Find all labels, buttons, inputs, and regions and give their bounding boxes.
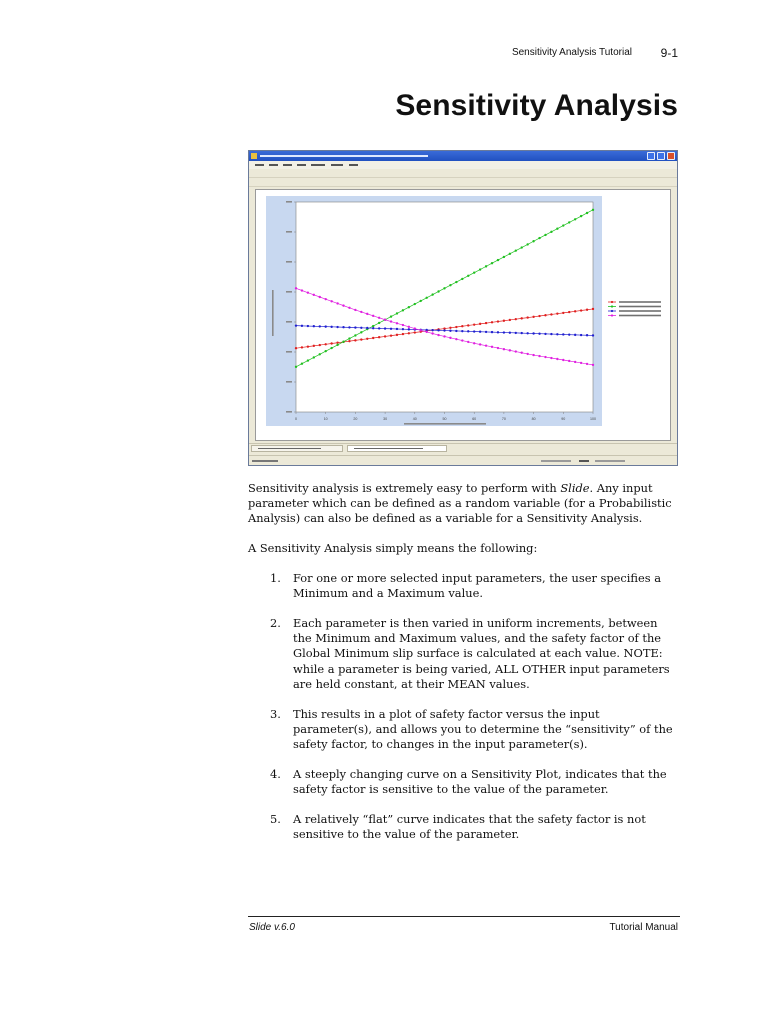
series-point — [574, 334, 576, 336]
series-point — [574, 310, 576, 312]
series-point — [580, 334, 582, 336]
series-point — [372, 337, 374, 339]
series-point — [390, 320, 392, 322]
footer-product: Slide v.6.0 — [249, 922, 295, 933]
application-icon — [251, 153, 257, 159]
series-point — [550, 333, 552, 335]
series-point — [497, 331, 499, 333]
series-point — [449, 327, 451, 329]
series-point — [336, 326, 338, 328]
running-header — [0, 46, 768, 62]
series-point — [390, 334, 392, 336]
series-point — [402, 333, 404, 335]
x-tick-label: 50 — [442, 417, 447, 421]
step-text — [293, 616, 685, 692]
series-point — [592, 308, 594, 310]
series-point — [431, 293, 433, 295]
series-point — [414, 327, 416, 329]
status-cell — [541, 460, 571, 462]
series-point — [479, 343, 481, 345]
series-point — [425, 331, 427, 333]
series-point — [449, 330, 451, 332]
step-line: the Minimum and Maximum values, and the safety factor of the — [293, 631, 662, 646]
series-point — [431, 329, 433, 331]
series-point — [556, 358, 558, 360]
series-point — [372, 315, 374, 317]
series-point — [568, 311, 570, 313]
x-tick-label: 80 — [531, 417, 536, 421]
series-point — [479, 323, 481, 325]
series-point — [378, 317, 380, 319]
series-point — [538, 315, 540, 317]
series-point — [592, 334, 594, 336]
series-point — [491, 346, 493, 348]
series-point — [485, 331, 487, 333]
series-point — [455, 281, 457, 283]
series-point — [479, 331, 481, 333]
document-tabs — [249, 443, 677, 453]
series-point — [354, 309, 356, 311]
series-point — [461, 325, 463, 327]
series-point — [360, 331, 362, 333]
series-point — [295, 347, 297, 349]
window-title — [260, 155, 428, 157]
series-point — [521, 332, 523, 334]
series-point — [485, 265, 487, 267]
intro-text: . Any input — [589, 481, 653, 495]
series-point — [526, 332, 528, 334]
series-point — [437, 329, 439, 331]
series-point — [479, 268, 481, 270]
series-point — [515, 350, 517, 352]
intro-line-1 — [248, 481, 680, 496]
series-point — [431, 332, 433, 334]
series-point — [295, 324, 297, 326]
legend-label-3 — [619, 310, 661, 312]
series-point — [515, 318, 517, 320]
series-point — [443, 335, 445, 337]
step-line: For one or more selected input parameters, the user specifies a — [293, 571, 662, 585]
series-point — [467, 324, 469, 326]
series-point — [562, 312, 564, 314]
step-line: A steeply changing curve on a Sensitivity Plot, indicates that the — [293, 767, 667, 781]
series-point — [301, 289, 303, 291]
series-point — [467, 330, 469, 332]
series-point — [348, 337, 350, 339]
series-point — [455, 326, 457, 328]
series-point — [414, 303, 416, 305]
series-point — [580, 309, 582, 311]
series-point — [491, 262, 493, 264]
series-point — [336, 302, 338, 304]
series-point — [521, 352, 523, 354]
legend-label-1 — [619, 301, 661, 303]
series-point — [384, 335, 386, 337]
series-point — [568, 221, 570, 223]
toolbar-secondary — [249, 178, 677, 187]
y-tick-label — [286, 291, 292, 293]
series-point — [485, 344, 487, 346]
step-line: Each parameter is then varied in uniform increments, between — [293, 616, 658, 630]
status-bar — [249, 455, 677, 465]
series-point — [574, 218, 576, 220]
series-point — [544, 333, 546, 335]
series-point — [515, 332, 517, 334]
legend-marker-3 — [611, 310, 613, 312]
series-point — [538, 355, 540, 357]
intro-line-2: parameter which can be defined as a random variable (for a Probabilistic — [248, 496, 672, 511]
series-point — [378, 336, 380, 338]
x-tick-label: 90 — [561, 417, 566, 421]
series-point — [325, 350, 327, 352]
legend-label-4 — [619, 315, 661, 317]
series-point — [491, 321, 493, 323]
series-point — [396, 312, 398, 314]
menu-item — [255, 164, 264, 166]
step-text — [293, 571, 685, 601]
menu-bar — [249, 161, 677, 169]
series-point — [313, 345, 315, 347]
series-point — [437, 290, 439, 292]
status-cell — [579, 460, 589, 462]
menu-item — [269, 164, 278, 166]
step-number: 1. — [270, 571, 281, 585]
step-number: 4. — [270, 767, 281, 781]
series-point — [455, 338, 457, 340]
series-point — [532, 354, 534, 356]
series-point — [455, 330, 457, 332]
step-line: while a parameter is being varied, ALL OTHER input parameters — [293, 661, 670, 676]
y-tick-label — [286, 231, 292, 233]
x-tick-label: 70 — [501, 417, 506, 421]
series-point — [467, 341, 469, 343]
series-point — [390, 315, 392, 317]
series-point — [402, 328, 404, 330]
y-tick-label — [286, 261, 292, 263]
series-point — [526, 316, 528, 318]
series-point — [544, 234, 546, 236]
close-button — [667, 152, 675, 160]
step-line: This results in a plot of safety factor versus the input — [293, 707, 600, 721]
series-point — [301, 363, 303, 365]
minimize-button — [647, 152, 655, 160]
series-point — [443, 329, 445, 331]
series-point — [336, 344, 338, 346]
series-point — [544, 356, 546, 358]
series-point — [330, 326, 332, 328]
series-point — [360, 327, 362, 329]
series-point — [586, 309, 588, 311]
series-point — [325, 343, 327, 345]
toolbar-main — [249, 169, 677, 178]
series-point — [330, 347, 332, 349]
y-tick-label — [286, 381, 292, 383]
maximize-button — [657, 152, 665, 160]
series-point — [532, 316, 534, 318]
series-point — [420, 300, 422, 302]
series-point — [568, 360, 570, 362]
series-point — [437, 334, 439, 336]
series-point — [580, 215, 582, 217]
series-point — [538, 237, 540, 239]
series-point — [295, 287, 297, 289]
step-line: A relatively “flat” curve indicates that the safety factor is not — [293, 812, 646, 826]
intro-line-3: Analysis) can also be defined as a variable for a Sensitivity Analysis. — [248, 511, 643, 526]
legend-marker-2 — [611, 305, 613, 307]
section-title: Sensitivity Analysis Tutorial — [511, 47, 632, 58]
series-point — [354, 334, 356, 336]
sensitivity-plot-view — [255, 189, 671, 441]
series-point — [313, 325, 315, 327]
menu-item — [283, 164, 292, 166]
series-point — [509, 253, 511, 255]
sensitivity-plot — [256, 190, 670, 440]
series-point — [378, 327, 380, 329]
series-point — [420, 329, 422, 331]
series-point — [414, 331, 416, 333]
x-tick-label: 30 — [383, 417, 388, 421]
intro-paragraph — [248, 481, 680, 527]
series-point — [342, 326, 344, 328]
series-point — [396, 322, 398, 324]
series-point — [307, 345, 309, 347]
series-point — [497, 259, 499, 261]
series-point — [556, 333, 558, 335]
series-point — [497, 320, 499, 322]
step-number: 2. — [270, 616, 281, 630]
series-point — [301, 346, 303, 348]
series-point — [586, 363, 588, 365]
series-point — [396, 334, 398, 336]
series-point — [336, 342, 338, 344]
tab-sensitivity-plot — [347, 445, 447, 452]
series-point — [384, 319, 386, 321]
series-point — [325, 298, 327, 300]
series-point — [592, 364, 594, 366]
status-cell — [595, 460, 625, 462]
menu-item — [297, 164, 306, 166]
series-point — [378, 322, 380, 324]
application-screenshot — [248, 150, 678, 466]
series-point — [562, 333, 564, 335]
series-point — [556, 227, 558, 229]
series-point — [330, 342, 332, 344]
series-point — [562, 359, 564, 361]
series-point — [503, 320, 505, 322]
series-point — [467, 275, 469, 277]
series-point — [295, 366, 297, 368]
series-point — [366, 313, 368, 315]
status-text — [252, 460, 278, 462]
series-point — [449, 337, 451, 339]
y-axis-title — [272, 290, 274, 336]
series-point — [319, 353, 321, 355]
step-number: 5. — [270, 812, 281, 826]
tab-interpret-view — [251, 445, 343, 452]
series-point — [586, 334, 588, 336]
series-point — [509, 332, 511, 334]
series-point — [473, 271, 475, 273]
series-point — [372, 327, 374, 329]
legend-marker-1 — [611, 301, 613, 303]
series-point — [425, 297, 427, 299]
menu-item — [331, 164, 343, 166]
series-point — [550, 357, 552, 359]
step-line: safety factor is sensitive to the value of the parameter. — [293, 782, 609, 797]
step-text — [293, 707, 685, 753]
series-point — [568, 333, 570, 335]
window-title-bar — [249, 151, 677, 161]
step-line: parameter(s), and allows you to determine the “sensitivity” of the — [293, 722, 673, 737]
series-point — [503, 348, 505, 350]
series-point — [461, 339, 463, 341]
series-point — [509, 349, 511, 351]
x-tick-label: 0 — [295, 417, 297, 421]
footer-manual: Tutorial Manual — [609, 922, 678, 933]
series-point — [354, 339, 356, 341]
series-point — [366, 327, 368, 329]
intro-text: Sensitivity analysis is extremely easy to perform with — [248, 481, 561, 495]
series-point — [538, 332, 540, 334]
series-point — [503, 331, 505, 333]
series-point — [509, 319, 511, 321]
series-point — [521, 246, 523, 248]
series-point — [532, 240, 534, 242]
x-tick-label: 60 — [472, 417, 477, 421]
series-point — [550, 313, 552, 315]
series-point — [408, 332, 410, 334]
series-point — [319, 296, 321, 298]
series-point — [408, 306, 410, 308]
step-line: are held constant, at their MEAN values. — [293, 676, 530, 691]
page-number: 9-1 — [660, 46, 678, 60]
series-point — [515, 249, 517, 251]
series-point — [592, 209, 594, 211]
series-point — [408, 328, 410, 330]
series-point — [348, 307, 350, 309]
series-point — [544, 314, 546, 316]
legend-marker-4 — [611, 314, 613, 316]
series-point — [526, 353, 528, 355]
series-point — [402, 324, 404, 326]
series-point — [521, 317, 523, 319]
series-point — [503, 256, 505, 258]
series-point — [550, 231, 552, 233]
x-axis-title — [404, 423, 486, 425]
series-point — [461, 278, 463, 280]
series-point — [366, 338, 368, 340]
series-point — [301, 325, 303, 327]
software-name: Slide — [560, 481, 590, 495]
series-point — [408, 326, 410, 328]
series-point — [360, 311, 362, 313]
series-point — [330, 300, 332, 302]
series-point — [449, 284, 451, 286]
series-point — [473, 323, 475, 325]
series-point — [574, 361, 576, 363]
series-point — [497, 347, 499, 349]
x-tick-label: 100 — [590, 417, 596, 421]
series-point — [461, 330, 463, 332]
step-line: Minimum and a Maximum value. — [293, 586, 483, 601]
y-tick-label — [286, 201, 292, 203]
series-point — [354, 326, 356, 328]
step-line: Global Minimum slip surface is calculated at each value. NOTE: — [293, 646, 663, 661]
series-point — [348, 326, 350, 328]
series-point — [307, 325, 309, 327]
series-point — [372, 325, 374, 327]
series-point — [319, 344, 321, 346]
y-tick-label — [286, 321, 292, 323]
step-line: sensitive to the value of the parameter. — [293, 827, 520, 842]
series-point — [402, 309, 404, 311]
series-point — [485, 322, 487, 324]
step-number: 3. — [270, 707, 281, 721]
series-point — [562, 224, 564, 226]
series-point — [307, 359, 309, 361]
series-point — [325, 325, 327, 327]
series-point — [319, 325, 321, 327]
series-point — [348, 340, 350, 342]
series-point — [443, 287, 445, 289]
x-tick-label: 10 — [323, 417, 328, 421]
y-tick-label — [286, 351, 292, 353]
series-point — [342, 341, 344, 343]
series-point — [556, 312, 558, 314]
step-line: safety factor, to changes in the input parameter(s). — [293, 737, 588, 752]
series-point — [396, 328, 398, 330]
series-point — [307, 291, 309, 293]
series-point — [473, 330, 475, 332]
step-text — [293, 767, 685, 797]
series-point — [526, 243, 528, 245]
series-point — [360, 338, 362, 340]
series-point — [342, 304, 344, 306]
x-tick-label: 20 — [353, 417, 358, 421]
menu-item — [349, 164, 358, 166]
page-title: Sensitivity Analysis — [395, 89, 678, 122]
series-point — [384, 327, 386, 329]
x-tick-label: 40 — [412, 417, 417, 421]
legend-label-2 — [619, 306, 661, 308]
series-point — [532, 332, 534, 334]
y-tick-label — [286, 411, 292, 413]
series-point — [491, 331, 493, 333]
footer-rule — [248, 916, 680, 917]
series-point — [473, 342, 475, 344]
step-text — [293, 812, 685, 842]
series-point — [586, 212, 588, 214]
menu-item — [311, 164, 325, 166]
lead-paragraph: A Sensitivity Analysis simply means the following: — [248, 541, 538, 555]
series-point — [580, 362, 582, 364]
series-point — [313, 356, 315, 358]
series-point — [313, 294, 315, 296]
series-point — [390, 328, 392, 330]
